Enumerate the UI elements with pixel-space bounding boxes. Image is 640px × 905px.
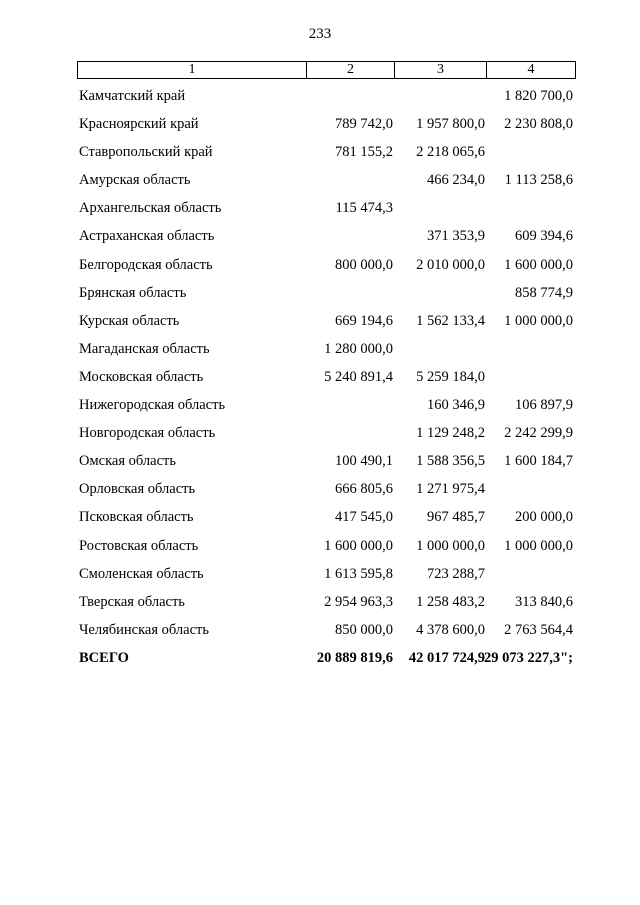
value-col-4: 1 600 184,7 xyxy=(504,453,573,470)
value-col-3: 371 353,9 xyxy=(427,228,485,245)
value-col-2: 666 805,6 xyxy=(335,481,393,498)
value-col-3: 967 485,7 xyxy=(427,509,485,526)
total-col-2: 20 889 819,6 xyxy=(316,649,393,666)
table-row xyxy=(0,224,640,252)
region-name: Магаданская область xyxy=(79,340,210,357)
page-number: 233 xyxy=(308,26,332,42)
total-row xyxy=(0,646,640,674)
region-name: Белгородская область xyxy=(79,256,213,273)
value-col-3: 1 588 356,5 xyxy=(416,453,485,470)
region-name: Амурская область xyxy=(79,172,191,189)
region-name: Омская область xyxy=(79,453,176,470)
table-row xyxy=(0,393,640,421)
value-col-2: 669 194,6 xyxy=(335,312,393,329)
table-row xyxy=(0,421,640,449)
table-row xyxy=(0,253,640,281)
value-col-2: 100 490,1 xyxy=(335,453,393,470)
table-row xyxy=(0,618,640,646)
region-name: Архангельская область xyxy=(79,200,222,217)
value-col-4: 1 820 700,0 xyxy=(504,88,573,104)
value-col-2: 781 155,2 xyxy=(335,144,393,161)
table-row xyxy=(0,196,640,224)
table-row xyxy=(0,477,640,505)
value-col-3: 1 271 975,4 xyxy=(416,481,485,498)
value-col-2: 850 000,0 xyxy=(335,621,393,638)
table-row xyxy=(0,562,640,590)
value-col-3: 466 234,0 xyxy=(427,172,485,189)
value-col-4: 2 242 299,9 xyxy=(504,425,573,442)
value-col-2: 1 280 000,0 xyxy=(324,340,393,357)
value-col-2: 2 954 963,3 xyxy=(324,593,393,610)
value-col-4: 1 000 000,0 xyxy=(504,537,573,554)
column-header-3: 3 xyxy=(395,62,487,79)
total-label: ВСЕГО xyxy=(79,649,129,666)
table-row xyxy=(0,309,640,337)
region-name: Московская область xyxy=(79,368,204,385)
value-col-4: 858 774,9 xyxy=(515,284,573,301)
value-col-3: 1 957 800,0 xyxy=(416,116,485,133)
table-row xyxy=(0,505,640,533)
region-name: Красноярский край xyxy=(79,116,199,133)
value-col-3: 4 378 600,0 xyxy=(416,621,485,638)
region-name: Тверская область xyxy=(79,593,185,610)
column-number-header xyxy=(77,61,576,79)
table-row xyxy=(0,112,640,140)
value-col-4: 2 230 808,0 xyxy=(504,116,573,133)
total-col-3: 42 017 724,9 xyxy=(408,649,485,666)
region-name: Курская область xyxy=(79,312,180,329)
region-name: Ростовская область xyxy=(79,537,199,554)
total-col-4: 29 073 227,3"; xyxy=(483,649,573,666)
value-col-3: 1 000 000,0 xyxy=(416,537,485,554)
value-col-3: 2 218 065,6 xyxy=(416,144,485,161)
value-col-2: 5 240 891,4 xyxy=(324,368,393,385)
column-header-1: 1 xyxy=(78,62,307,79)
value-col-4: 609 394,6 xyxy=(515,228,573,245)
value-col-3: 2 010 000,0 xyxy=(416,256,485,273)
region-name: Брянская область xyxy=(79,284,187,301)
column-header-2: 2 xyxy=(307,62,395,79)
table-row xyxy=(0,365,640,393)
table-row xyxy=(0,84,640,112)
table-row xyxy=(0,590,640,618)
region-name: Камчатский край xyxy=(79,88,186,104)
region-name: Челябинская область xyxy=(79,621,209,638)
table-row xyxy=(0,140,640,168)
value-col-4: 1 000 000,0 xyxy=(504,312,573,329)
value-col-2: 800 000,0 xyxy=(335,256,393,273)
value-col-4: 200 000,0 xyxy=(515,509,573,526)
region-name: Орловская область xyxy=(79,481,196,498)
table-row xyxy=(0,449,640,477)
value-col-4: 2 763 564,4 xyxy=(504,621,573,638)
region-name: Астраханская область xyxy=(79,228,215,245)
value-col-2: 1 613 595,8 xyxy=(324,565,393,582)
value-col-4: 1 113 258,6 xyxy=(504,172,573,189)
value-col-4: 313 840,6 xyxy=(515,593,573,610)
table-row xyxy=(0,337,640,365)
column-header-4: 4 xyxy=(487,62,576,79)
value-col-2: 1 600 000,0 xyxy=(324,537,393,554)
region-name: Псковская область xyxy=(79,509,194,526)
value-col-2: 115 474,3 xyxy=(335,200,393,217)
value-col-3: 1 258 483,2 xyxy=(416,593,485,610)
value-col-3: 723 288,7 xyxy=(427,565,485,582)
table-row xyxy=(0,168,640,196)
value-col-4: 106 897,9 xyxy=(515,397,573,414)
value-col-3: 1 562 133,4 xyxy=(416,312,485,329)
table-row xyxy=(0,534,640,562)
region-name: Нижегородская область xyxy=(79,397,226,414)
value-col-2: 789 742,0 xyxy=(335,116,393,133)
region-name: Новгородская область xyxy=(79,425,216,442)
value-col-3: 5 259 184,0 xyxy=(416,368,485,385)
value-col-4: 1 600 000,0 xyxy=(504,256,573,273)
region-name: Смоленская область xyxy=(79,565,204,582)
value-col-3: 1 129 248,2 xyxy=(416,425,485,442)
region-name: Ставропольский край xyxy=(79,144,213,161)
value-col-2: 417 545,0 xyxy=(335,509,393,526)
table-body xyxy=(0,84,640,674)
table-row xyxy=(0,281,640,309)
value-col-3: 160 346,9 xyxy=(427,397,485,414)
